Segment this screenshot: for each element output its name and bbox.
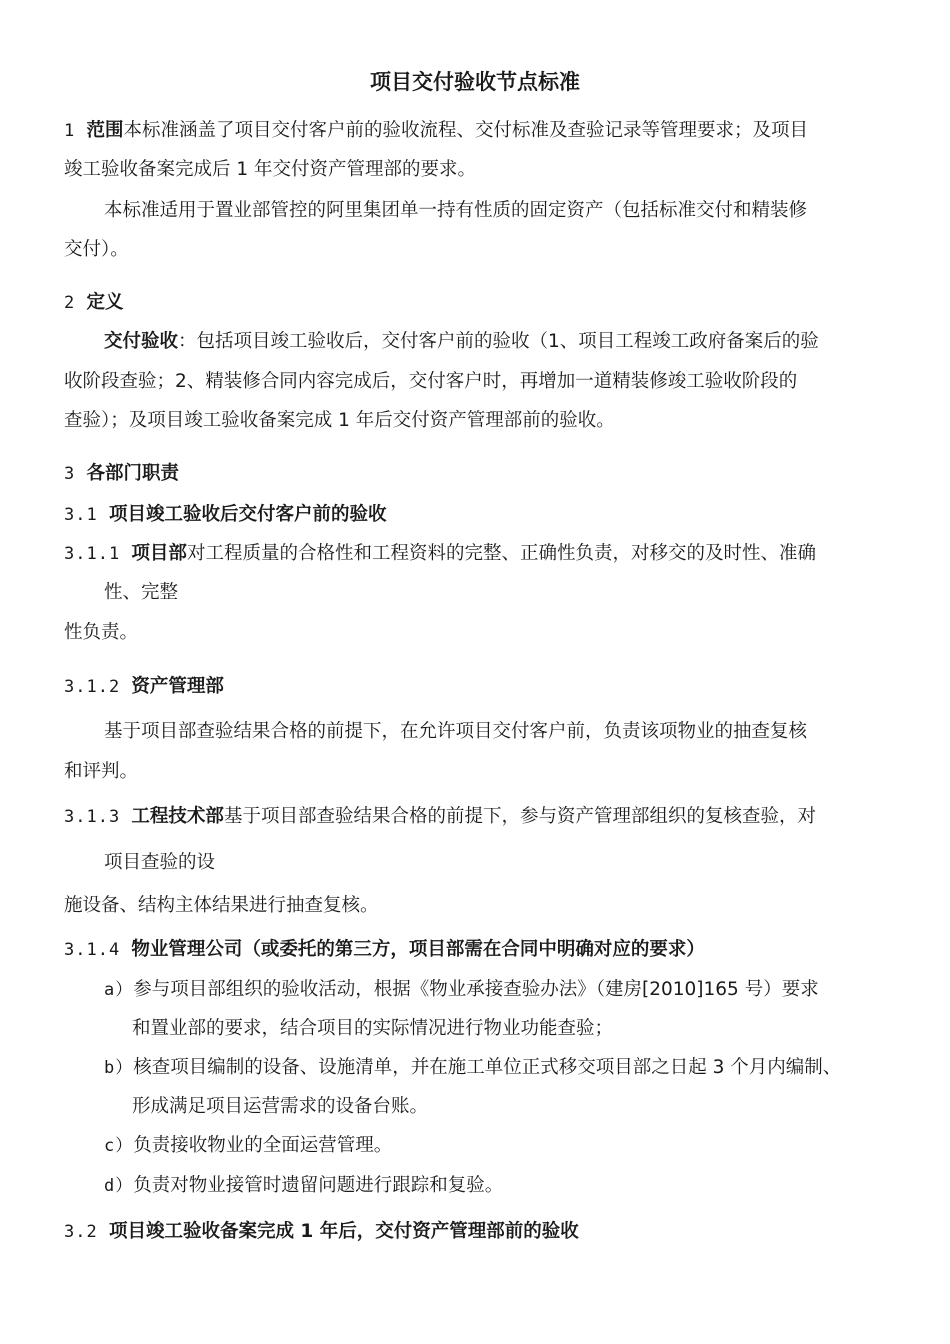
subsection-3-1-heading (64, 503, 386, 527)
paragraph-line: 性、完整 (104, 582, 179, 603)
definition-term: 交付验收 (104, 331, 179, 352)
section-number: 3.2 (64, 1222, 109, 1242)
list-text: 负责接收物业的全面运营管理。 (133, 1135, 393, 1156)
list-item-a-continuation: 和置业部的要求，结合项目的实际情况进行物业功能查验； (132, 1018, 614, 1039)
list-text: 参与项目部组织的验收活动，根据《物业承接查验办法》（建房[2010]165 号）要求 (133, 979, 819, 1000)
list-item-c (104, 1134, 392, 1158)
section-number: 3 (64, 464, 87, 484)
list-item-b (104, 1056, 841, 1080)
page-title: 项目交付验收节点标准 (370, 70, 580, 94)
paragraph-line: 交付）。 (64, 239, 129, 260)
paragraph-line: 性负责。 (64, 622, 139, 643)
paragraph-line: 和评判。 (64, 761, 139, 782)
section-number: 1 (64, 121, 87, 141)
section-number: 3.1.3 (64, 807, 132, 827)
paragraph-line: 基于项目部查验结果合格的前提下，在允许项目交付客户前，负责该项物业的抽查复核 (104, 721, 808, 742)
section-2-heading (64, 291, 124, 315)
paragraph-line: 项目查验的设 (104, 852, 216, 873)
subsection-3-1-1-line-1 (64, 542, 816, 566)
section-3-heading (64, 462, 179, 486)
department-term: 项目部 (131, 543, 187, 564)
paragraph-line: 本标准适用于置业部管控的阿里集团单一持有性质的固定资产（包括标准交付和精装修 (104, 200, 808, 221)
list-item-d (104, 1174, 503, 1198)
subsection-3-1-3-line-1 (64, 805, 816, 829)
section-number: 2 (64, 293, 87, 313)
paragraph-text: 基于项目部查验结果合格的前提下，参与资产管理部组织的复核查验，对 (223, 806, 816, 827)
paragraph-line: 竣工验收备案完成后 1 年交付资产管理部的要求。 (64, 159, 477, 180)
list-marker: a） (104, 980, 134, 1000)
section-heading: 定义 (86, 292, 124, 313)
section-number: 3.1.2 (64, 677, 132, 697)
subsection-3-1-4-heading (64, 938, 705, 962)
paragraph-text: 本标准涵盖了项目交付客户前的验收流程、交付标准及查验记录等管理要求；及项目 (123, 120, 809, 141)
list-text: 负责对物业接管时遗留问题进行跟踪和复验。 (133, 1175, 504, 1196)
paragraph-line: 收阶段查验；2、精装修合同内容完成后，交付客户时，再增加一道精装修竣工验收阶段的 (64, 371, 798, 392)
section-number: 3.1.4 (64, 940, 132, 960)
definition-line-1 (104, 330, 819, 354)
section-number: 3.1 (64, 505, 109, 525)
paragraph-text: ：包括项目竣工验收后，交付客户前的验收（1、项目工程竣工政府备案后的验 (178, 331, 819, 352)
list-text: 核查项目编制的设备、设施清单，并在施工单位正式移交项目部之日起 3 个月内编制、 (133, 1057, 842, 1078)
department-term: 工程技术部 (131, 806, 224, 827)
subsection-3-2-heading (64, 1220, 579, 1244)
list-item-a (104, 978, 819, 1002)
section-heading: 范围 (86, 120, 124, 141)
subsection-3-1-2-heading (64, 675, 224, 699)
list-marker: d） (104, 1176, 134, 1196)
paragraph-line: 查验）；及项目竣工验收备案完成 1 年后交付资产管理部前的验收。 (64, 410, 615, 431)
section-heading: 项目竣工验收后交付客户前的验收 (108, 504, 387, 525)
section-heading: 各部门职责 (86, 463, 179, 484)
section-heading: 物业管理公司（或委托的第三方，项目部需在合同中明确对应的要求） (131, 939, 705, 960)
paragraph-line: 施设备、结构主体结果进行抽查复核。 (64, 895, 379, 916)
section-number: 3.1.1 (64, 544, 132, 564)
section-heading: 项目竣工验收备案完成 1 年后，交付资产管理部前的验收 (108, 1221, 579, 1242)
section-1-line-1 (64, 119, 808, 143)
section-heading: 资产管理部 (131, 676, 224, 697)
list-marker: b） (104, 1058, 134, 1078)
paragraph-text: 对工程质量的合格性和工程资料的完整、正确性负责，对移交的及时性、准确 (186, 543, 816, 564)
list-marker: c） (104, 1136, 134, 1156)
list-item-b-continuation: 形成满足项目运营需求的设备台账。 (132, 1096, 429, 1117)
